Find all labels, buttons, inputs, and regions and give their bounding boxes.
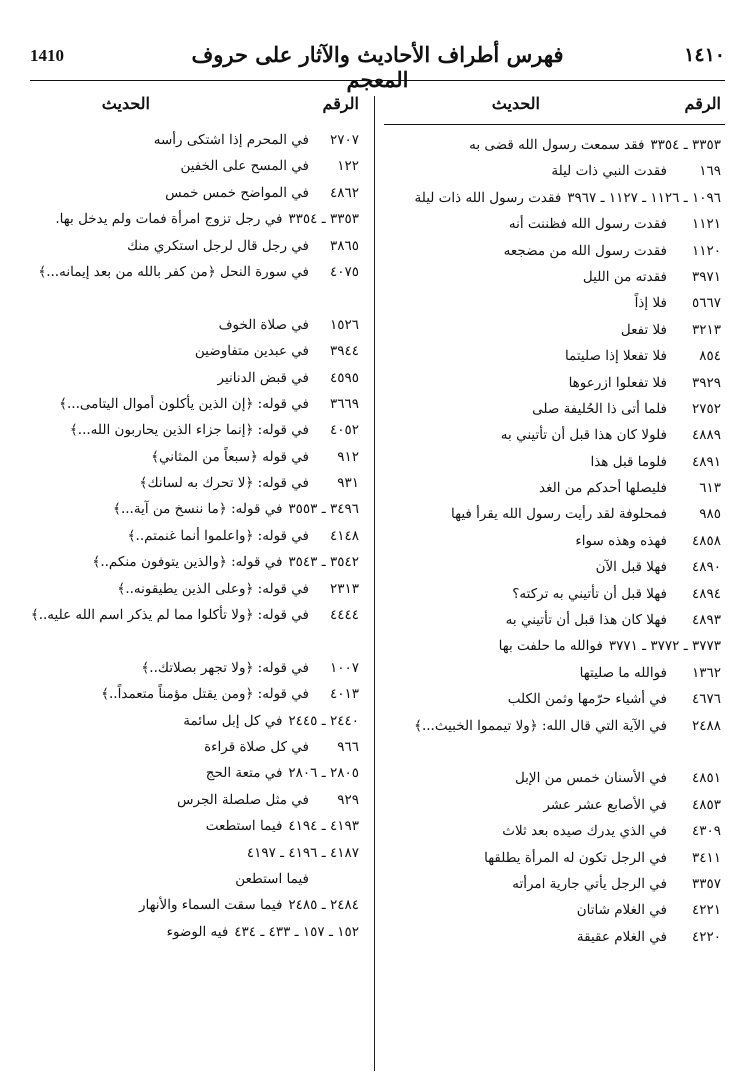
number-column-label: الرقم <box>322 94 359 113</box>
index-entry <box>30 183 363 209</box>
entry-number: ٨٥٤ <box>699 348 721 365</box>
entry-number: ٣٩٢٩ <box>691 374 721 391</box>
entry-text: فمحلوفة لقد رأيت رسول الله يقرأ فيها <box>451 506 667 523</box>
entry-text: في الرجل تكون له المرأة يطلقها <box>484 849 667 866</box>
entry-number: ١٣٦٢ <box>691 664 721 681</box>
index-entry <box>30 869 363 895</box>
entry-text: فلا تفعلا إذا صليتما <box>564 348 667 365</box>
entry-text: في قوله: ﴿وعلى الذين يطيقونه..﴾ <box>117 580 309 597</box>
entry-number: ٩٢٩ <box>337 791 359 808</box>
entry-text: في كل صلاة قراءة <box>204 739 309 756</box>
index-entry <box>30 209 363 235</box>
entry-text: في الأسنان خمس من الإبل <box>514 770 667 787</box>
entry-number: ٤٨٩١ <box>691 453 721 470</box>
index-entry <box>384 320 725 346</box>
entry-number: ١٢٢ <box>337 158 359 175</box>
entry-number: ٤٥٩٥ <box>329 369 359 386</box>
entry-number: ٣٩٧١ <box>691 268 721 285</box>
column-divider <box>374 96 375 1071</box>
index-entry <box>384 373 725 399</box>
page-number-arabic: ١٤١٠ <box>684 44 725 66</box>
entry-number: ٢٤٨٨ <box>691 717 721 734</box>
entry-text: فهذه وهذه سواء <box>575 532 667 549</box>
entry-number: ٦١٣ <box>699 480 721 497</box>
index-entry <box>384 293 725 319</box>
entry-number: ٣٣٥٣ ـ ٣٣٥٤ <box>288 211 359 228</box>
entry-number: ٤٠٥٢ <box>329 422 359 439</box>
entry-text: في قوله: ﴿لا تحرك به لسانك﴾ <box>139 475 309 492</box>
entry-number: ٩٨٥ <box>699 506 721 523</box>
index-entry <box>30 368 363 394</box>
entry-text: فلما أتى ذا الحُليفة صلى <box>532 400 667 417</box>
entry-number: ٤٨٩٠ <box>691 559 721 576</box>
entry-text: فقد سمعت رسول الله قضى به <box>469 137 645 153</box>
entry-text: في قوله: ﴿ولا تأكلوا مما لم يذكر اسم الله عليه..﴾ <box>30 607 309 624</box>
hadith-column-label: الحديث <box>101 94 150 113</box>
index-entry <box>384 584 725 610</box>
entry-text: في رجل قال لرجل استكري منك <box>126 237 309 254</box>
entry-number: ٢٣١٣ <box>329 580 359 597</box>
index-entry <box>30 473 363 499</box>
entry-text: في رجل تزوج امرأة فمات ولم يدخل بها. <box>55 211 283 228</box>
index-entry <box>384 161 725 187</box>
entry-number: ٤١٨٧ ـ ٤١٩٦ ـ ٤١٩٧ <box>246 844 359 861</box>
entry-text: فقدت رسول الله من مضجعه <box>503 242 667 259</box>
index-entry <box>384 241 725 267</box>
entry-text: في سورة النحل ﴿من كفر بالله من بعد إيمانه...﴾ <box>38 263 309 280</box>
index-entry <box>384 689 725 715</box>
index-entry <box>30 262 363 315</box>
index-entry <box>30 156 363 182</box>
entry-number: ٣٨٦٥ <box>329 237 359 254</box>
entry-text: فوالله ما حلفت بها <box>498 638 603 655</box>
index-entry <box>384 135 725 161</box>
index-entry <box>384 425 725 451</box>
index-entry <box>30 341 363 367</box>
index-entry <box>384 900 725 926</box>
entry-number: ٥٦٦٧ <box>691 295 721 312</box>
entry-text: في قوله ﴿سبعاً من المثاني﴾ <box>151 448 309 465</box>
index-entry <box>30 816 363 842</box>
entry-text: فليصلها أحدكم من الغد <box>539 480 667 497</box>
number-column-label: الرقم <box>684 94 721 113</box>
index-entry <box>30 658 363 684</box>
index-entry <box>30 605 363 658</box>
entry-number: ٤٢٢١ <box>691 902 721 919</box>
entry-number: ٤٨٥٣ <box>691 796 721 813</box>
entry-text: في قبض الدنانير <box>217 369 309 386</box>
entry-text: فيما استطعن <box>235 870 309 887</box>
right-column <box>384 90 725 953</box>
left-column-rows <box>30 130 363 948</box>
entry-text: فقدت النبي ذات ليلة <box>551 163 667 180</box>
page-header <box>30 40 725 92</box>
entry-number: ١٦٩ <box>699 163 721 180</box>
entry-number: ٩٦٦ <box>337 739 359 756</box>
entry-text: فهلا قبل أن تأتيني به تركته؟ <box>512 585 667 602</box>
entry-number: ٢٧٠٧ <box>329 132 359 148</box>
left-column-header <box>30 90 363 120</box>
right-column-rows <box>384 135 725 953</box>
entry-number: ٤١٤٨ <box>329 527 359 544</box>
index-entry <box>384 452 725 478</box>
entry-number: ٣٢١٣ <box>691 321 721 338</box>
entry-text: في المواضح خمس خمس <box>165 184 309 201</box>
index-entry <box>30 711 363 737</box>
index-entry <box>384 768 725 794</box>
index-entry <box>30 420 363 446</box>
entry-number: ٢٨٠٥ ـ ٢٨٠٦ <box>288 765 359 782</box>
entry-number: ١٥٢٦ <box>329 316 359 333</box>
page-number-latin: 1410 <box>30 46 64 65</box>
entry-text: في الغلام عقيقة <box>576 928 667 945</box>
index-entry <box>384 795 725 821</box>
index-entry <box>30 579 363 605</box>
index-entry <box>30 130 363 156</box>
entry-number: ٢٤٤٠ ـ ٢٤٤٥ <box>288 712 359 729</box>
entry-number: ٣٣٥٣ ـ ٣٣٥٤ <box>650 137 721 153</box>
index-entry <box>30 552 363 578</box>
entry-text: في مثل صلصلة الجرس <box>177 791 309 808</box>
entry-text: في قوله: ﴿ما ننسخ من آية...﴾ <box>113 501 283 518</box>
entry-text: فلا إذاً <box>634 295 667 312</box>
entry-text: فقدت رسول الله فظننت أنه <box>508 216 667 233</box>
index-entry <box>384 821 725 847</box>
index-entry <box>30 895 363 921</box>
index-entry <box>30 315 363 341</box>
entry-text: في كل إبل سائمة <box>183 712 283 729</box>
entry-number: ١١٢١ <box>691 216 721 233</box>
index-entry <box>384 399 725 425</box>
entry-number: ١٠٠٧ <box>329 659 359 676</box>
entry-number: ٣٤١١ <box>691 849 721 866</box>
entry-number: ٩٣١ <box>337 475 359 492</box>
right-column-header <box>384 90 725 125</box>
entry-text: في المحرم إذا اشتكى رأسه <box>153 132 309 148</box>
index-entry <box>384 663 725 689</box>
entry-text: فيه الوضوء <box>166 923 229 940</box>
index-entry <box>384 848 725 874</box>
entry-text: في صلاة الخوف <box>218 316 309 333</box>
entry-text: فلولا كان هذا قبل أن تأتيني به <box>500 427 667 444</box>
index-entry <box>30 763 363 789</box>
index-entry <box>384 214 725 240</box>
entry-text: في المسح على الخفين <box>180 158 309 175</box>
page-title: فهرس أطراف الأحاديث والآثار على حروف المعجم <box>191 42 564 92</box>
entry-text: في الرجل يأتي جارية امرأته <box>512 875 667 892</box>
entry-number: ٩١٢ <box>337 448 359 465</box>
index-entry <box>30 236 363 262</box>
index-entry <box>384 557 725 583</box>
entry-number: ٤٠٧٥ <box>329 263 359 280</box>
entry-number: ٤٨٩٣ <box>691 612 721 629</box>
entry-number: ٤٦٧٦ <box>691 691 721 708</box>
entry-number: ٢٤٨٤ ـ ٢٤٨٥ <box>288 897 359 914</box>
entry-text: فهلا كان هذا قبل أن تأتيني به <box>505 612 667 629</box>
entry-text: في الذي يدرك صيده بعد ثلاث <box>502 823 667 840</box>
entry-text: فقدته من الليل <box>582 268 667 285</box>
entry-number: ٣٩٤٤ <box>329 343 359 360</box>
entry-number: ٤٤٤٤ <box>329 607 359 624</box>
entry-number: ٤٨٥٨ <box>691 532 721 549</box>
index-entry <box>384 267 725 293</box>
entry-text: فيما سقت السماء والأنهار <box>138 897 283 914</box>
entry-number: ٤٣٠٩ <box>691 823 721 840</box>
index-entry <box>384 636 725 662</box>
index-entry <box>384 504 725 530</box>
entry-text: في متعة الحج <box>205 765 283 782</box>
entry-text: فلا تفعلوا ازرعوها <box>568 374 667 391</box>
entry-text: في عبدين متفاوضين <box>194 343 309 360</box>
entry-number: ١١٢٠ <box>691 242 721 259</box>
entry-number: ٤٠١٣ <box>329 686 359 703</box>
index-entry <box>30 526 363 552</box>
index-entry <box>30 447 363 473</box>
entry-number: ١٠٩٦ ـ ١١٢٦ ـ ١١٢٧ ـ ٣٩٦٧ <box>567 189 721 206</box>
entry-number: ١٥٢ ـ ١٥٧ ـ ٤٣٣ ـ ٤٣٤ <box>234 923 359 940</box>
index-entry <box>384 716 725 769</box>
entry-text: فيما استطعت <box>205 818 283 835</box>
entry-text: في الآية التي قال الله: ﴿ولا تيمموا الخبيث...﴾ <box>414 717 667 734</box>
entry-number: ٣٥٤٢ ـ ٣٥٤٣ <box>288 554 359 571</box>
entry-number: ٣٦٦٩ <box>329 395 359 412</box>
entry-text: في الغلام شاتان <box>576 902 667 919</box>
entry-text: في قوله: ﴿ومن يقتل مؤمناً متعمداً..﴾ <box>101 686 309 703</box>
entry-number: ٤٨٨٩ <box>691 427 721 444</box>
entry-number: ٤١٩٣ ـ ٤١٩٤ <box>288 818 359 835</box>
entry-number: ٣٧٧٣ ـ ٣٧٧٢ ـ ٣٧٧١ <box>608 638 721 655</box>
entry-text: فلوما قبل هذا <box>590 453 667 470</box>
entry-text: فقدت رسول الله ذات ليلة <box>414 189 562 206</box>
entry-number: ٣٣٥٧ <box>691 875 721 892</box>
index-entry <box>30 922 363 948</box>
entry-number: ٤٨٩٤ <box>691 585 721 602</box>
entry-text: فهلا قبل الآن <box>595 559 667 576</box>
entry-text: في قوله: ﴿إنما جزاء الذين يحاربون الله...﴾ <box>69 422 309 439</box>
index-entry <box>384 531 725 557</box>
index-entry <box>30 499 363 525</box>
entry-text: فلا تفعل <box>620 321 667 338</box>
index-entry <box>30 843 363 869</box>
index-entry <box>384 188 725 214</box>
index-entry <box>30 790 363 816</box>
entry-number: ٤٨٦٢ <box>329 184 359 201</box>
entry-text: في قوله: ﴿والذين يتوفون منكم..﴾ <box>92 554 283 571</box>
index-entry <box>384 610 725 636</box>
index-entry <box>30 684 363 710</box>
entry-text: في قوله: ﴿واعلموا أنما غنمتم..﴾ <box>127 527 309 544</box>
index-entry <box>384 874 725 900</box>
entry-number: ٤٢٢٠ <box>691 928 721 945</box>
index-entry <box>30 394 363 420</box>
hadith-column-label: الحديث <box>491 94 540 113</box>
entry-text: فوالله ما صليتها <box>579 664 667 681</box>
index-entry <box>384 346 725 372</box>
entry-text: في الأصابع عشر عشر <box>543 796 667 813</box>
index-entry <box>384 927 725 953</box>
header-rule <box>30 80 725 81</box>
entry-text: في أشياء حرّمها وثمن الكلب <box>507 691 667 708</box>
left-column <box>30 90 363 948</box>
entry-number: ٤٨٥١ <box>691 770 721 787</box>
entry-text: في قوله: ﴿ولا تجهر بصلاتك..﴾ <box>141 659 309 676</box>
entry-number: ٢٧٥٢ <box>691 400 721 417</box>
index-entry <box>384 478 725 504</box>
entry-text: في قوله: ﴿إن الذين يأكلون أموال اليتامى...﴾ <box>59 395 309 412</box>
index-entry <box>30 737 363 763</box>
entry-number: ٣٤٩٦ ـ ٣٥٥٣ <box>288 501 359 518</box>
